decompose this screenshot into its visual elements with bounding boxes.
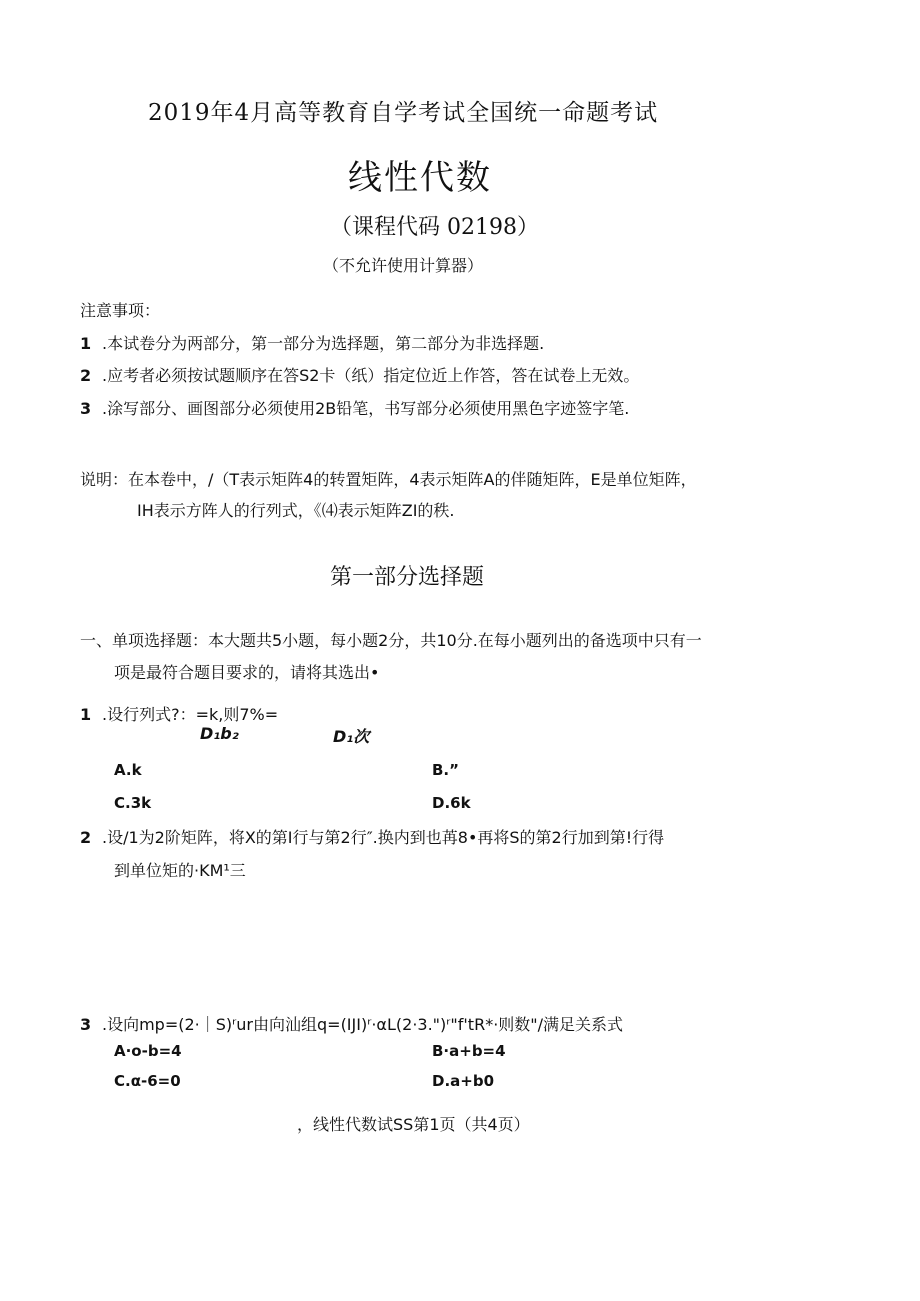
- question-number: 3: [80, 1015, 92, 1034]
- option-d: D.a+b0: [432, 1072, 495, 1090]
- option-b: B·a+b=4: [432, 1042, 506, 1060]
- calculator-note: （不允许使用计算器）: [323, 256, 484, 275]
- question-stem: [80, 825, 664, 848]
- option-a: A·o-b=4: [114, 1042, 182, 1060]
- note-number: 3: [80, 399, 92, 418]
- question-number: 2: [80, 828, 92, 847]
- option-a: A.k: [114, 761, 142, 779]
- section-instruction-line-2: 项是最符合题目要求的，请将其选出•: [114, 663, 380, 682]
- question-number: 1: [80, 705, 92, 724]
- note-item: [80, 363, 639, 386]
- subject-title: 线性代数: [348, 158, 492, 198]
- note-item: [80, 396, 629, 419]
- option-c: C.3k: [114, 794, 152, 812]
- course-code: （课程代码 02198）: [330, 215, 539, 240]
- question-subscript-right: D₁次: [333, 727, 370, 746]
- option-c: C.α-6=0: [114, 1072, 181, 1090]
- question-subscript-left: D₁b₂: [200, 724, 239, 743]
- notes-heading: 注意事项：: [80, 301, 161, 320]
- question-text: .设/1为2阶矩阵，将X的第I行与第2行″.换内到也苒8•再将S的第2行加到第!行得: [102, 828, 665, 847]
- part-title: 第一部分选择题: [330, 565, 485, 590]
- note-number: 1: [80, 334, 92, 353]
- question-stem: [80, 702, 278, 725]
- section-instruction-line-1: 一、单项选择题：本大题共5小题，每小题2分，共10分.在每小题列出的备选项中只有一: [80, 631, 702, 650]
- note-text: .应考者必须按试题顺序在答S2卡（纸）指定位近上作答，答在试卷上无效。: [102, 366, 640, 385]
- question-stem-continued: 到单位矩的·KM¹三: [114, 861, 246, 880]
- page-footer: ，线性代数试SS第1页（共4页）: [297, 1115, 530, 1134]
- note-number: 2: [80, 366, 92, 385]
- exam-title: 2019年4月高等教育自学考试全国统一命题考试: [148, 100, 659, 126]
- note-item: [80, 331, 544, 354]
- explanation-line-1: 说明：在本卷中，/（T表示矩阵4的转置矩阵，4表示矩阵A的伴随矩阵，E是单位矩阵，: [80, 470, 697, 489]
- question-text: .设向mp=(2·｜S)ʳur由向汕组q=(IJI)ʳ·αL(2·3.")ʳ"f'tR*·则数"/满足关系式: [102, 1015, 624, 1034]
- question-stem: [80, 1012, 623, 1035]
- option-d: D.6k: [432, 794, 471, 812]
- explanation-line-2: IH表示方阵人的行列式，《⑷表示矩阵ZI的秩.: [137, 501, 455, 520]
- question-text: .设行列式?：=k,则7%=: [102, 705, 279, 724]
- note-text: .本试卷分为两部分，第一部分为选择题，第二部分为非选择题.: [102, 334, 545, 353]
- note-text: .涂写部分、画图部分必须使用2B铅笔，书写部分必须使用黑色字迹签字笔.: [102, 399, 630, 418]
- option-b: B.”: [432, 761, 459, 779]
